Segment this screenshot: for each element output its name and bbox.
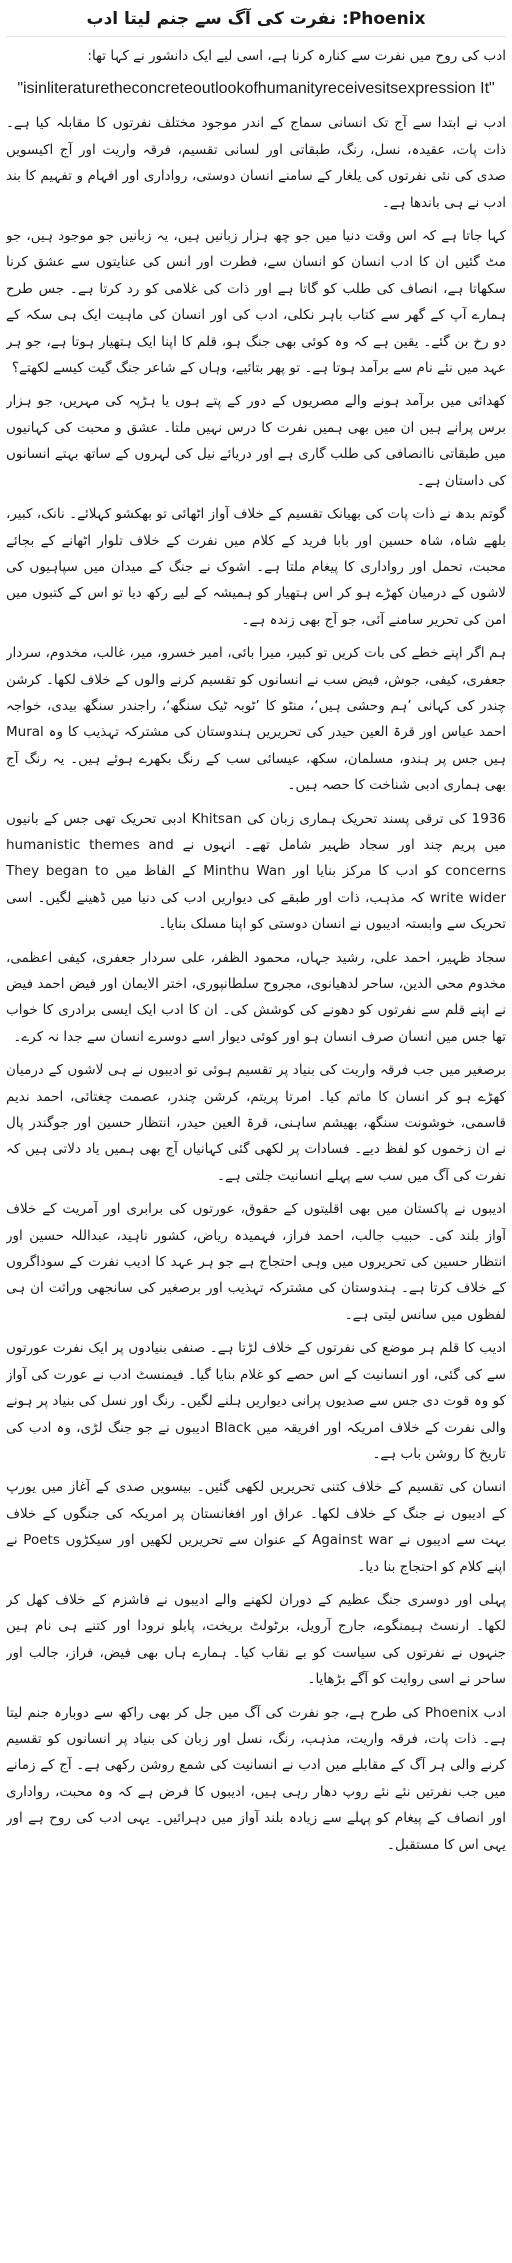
article-paragraph: کہا جاتا ہے کہ اس وقت دنیا میں جو چھ ہزار زبانیں ہیں، یہ زبانیں جو موجود ہیں، جو مٹ گئیں ان کا ادب انسان کو انسان سے، فطرت اور انس کی عنایتوں سے عشق کرنا سکھاتا ہے، انصاف کی طلب کو گاتا ہے اور ذات کی غلامی کو رد کرتا ہے۔ جس طرح ہمارے آپ کے گھر سے کتاب باہر نکلی، ادب کی اور انسان کی ماہیت ایک ہی سکہ کے دو رخ بن گئے۔ یقین ہے کہ وہ کوئی بھی جنگ ہو، قلم کا اپنا ایک ہتھیار ہوتا ہے، جو ہر عہد میں نئے نام سے برآمد ہوتا ہے۔ تو پھر بتائیے، وہاں کے شاعر جنگ گیت کیسے لکھتے؟ [6, 228, 506, 377]
article-paragraph: ادب Phoenix کی طرح ہے، جو نفرت کی آگ میں جل کر بھی راکھ سے دوبارہ جنم لیتا ہے۔ ذات پات، فرقہ واریت، مذہب، رنگ، نسل اور زبان کی بنیاد پر انسانوں کو تقسیم کرنے والی ہر آگ کے مقابلے میں ادب نے انسانیت کی شمع روشن رکھی ہے۔ آج کے زمانے میں جب نفرتیں نئے نئے روپ دھار رہی ہیں، ادیبوں کا فرض ہے کہ وہ محبت، رواداری اور انصاف کے پیغام کو پہلے سے زیادہ بلند آواز میں دہرائیں۔ یہی ادب کی روح ہے اور یہی اس کا مستقبل۔ [6, 1704, 506, 1853]
article-paragraph: سجاد ظہیر، احمد علی، رشید جہاں، محمود الظفر، علی سردار جعفری، کیفی اعظمی، مخدوم محی الدین، ساحر لدھیانوی، مجروح سلطانپوری، اختر الایمان اور فیض احمد فیض نے اپنے قلم سے نفرتوں کو دھونے کی کوشش کی۔ ان کا ادب ایک ایسی برادری کا خواب تھا جس میں انسان صرف انسان ہو اور کوئی دیوار اسے دوسرے انسان سے جدا نہ کرے۔ [6, 949, 506, 1045]
article-paragraph: ادیب کا قلم ہر موضع کی نفرتوں کے خلاف لڑتا ہے۔ صنفی بنیادوں پر ایک نفرت عورتوں سے کی گئی، اور انسانیت کے اس حصے کو غلام بنایا گیا۔ فیمنسٹ ادب نے عورت کی آواز کو وہ قوت دی جس سے صدیوں پرانی دیواریں ہلنے لگیں۔ رنگ اور نسل کی بنیاد پر ہونے والی نفرت کے خلاف امریکہ اور افریقہ میں Black ادیبوں نے جو جنگ لڑی، وہ ادب کی تاریخ کا روشن باب ہے۔ [6, 1340, 506, 1462]
article-paragraph: 1936 کی ترقی پسند تحریک ہماری زبان کی Khitsan ادبی تحریک تھی جس کے بانیوں میں پریم چند اور سجاد ظہیر شامل تھے۔ انہوں نے humanistic themes and concerns کو ادب کا مرکز بنایا اور Minthu Wan کے الفاظ میں They began to write wider کہ مذہب، ذات اور طبقے کی دیواریں ادب کی دنیا میں ڈھینے لگیں۔ اسی تحریک سے وابستہ ادیبوں نے انسان دوستی کو اپنا مسلک بنایا۔ [6, 810, 506, 933]
article-paragraph: ادب کی روح میں نفرت سے کنارہ کرنا ہے، اسی لیے ایک دانشور نے کہا تھا: [87, 48, 506, 64]
article-paragraph: کھدائی میں برآمد ہونے والے مصریوں کے دور کے پتے ہوں یا ہڑپہ کی مہریں، جو ہزار برس پرانے ہیں ان میں بھی ہمیں نفرت کا درس نہیں ملتا۔ عشق و محبت کی کہانیوں میں طبقاتی ناانصافی کی طلب گاری ہے اور دریائے نیل کی لہروں کے ساتھ بہتے انسانوں کی داستان ہے۔ [6, 393, 506, 489]
article [6, 6, 506, 2256]
article-paragraph: برصغیر میں جب فرقہ واریت کی بنیاد پر تقسیم ہوئی تو ادیبوں نے ہی لاشوں کے درمیان کھڑے ہو کر انسان کا ماتم کیا۔ امرتا پریتم، کرشن چندر، عصمت چغتائی، احمد ندیم قاسمی، خوشونت سنگھ، بھیشم ساہنی، قرۃ العین حیدر، انتظار حسین اور جوگندر پال نے ان زخموں کو لفظ دیے۔ فسادات پر لکھی گئی کہانیاں آج بھی ہمیں یاد دلاتی ہیں کہ نفرت کی آگ میں سب سے پہلے انسانیت جلتی ہے۔ [6, 1062, 506, 1184]
article-paragraph: ہم اگر اپنے خطے کی بات کریں تو کبیر، میرا بائی، امیر خسرو، میر، غالب، مخدوم، سردار جعفری، کیفی، جوش، فیض سب نے انسانوں کو تقسیم کرنے والوں کے خلاف لکھا۔ کرشن چندر کی کہانی ’ہم وحشی ہیں‘، منٹو کا ’ٹوبہ ٹیک سنگھ‘، راجندر سنگھ بیدی، خواجہ احمد عباس اور قرۃ العین حیدر کی تحریریں ہندوستان کی مشترکہ تہذیب کا وہ Mural ہیں جس پر ہندو، مسلمان، سکھ، عیسائی سب کے رنگ بکھرے ہوئے ہیں۔ یہ رنگ آج بھی ہماری ادبی شناخت کا حصہ ہیں۔ [6, 645, 506, 794]
article-paragraph: انسان کی تقسیم کے خلاف کتنی تحریریں لکھی گئیں۔ بیسویں صدی کے آغاز میں یورپ کے ادیبوں نے جنگ کے خلاف لکھا۔ عراق اور افغانستان پر امریکہ کی جنگوں کے خلاف بہت سے ادیبوں نے Against war کے عنوان سے تحریریں لکھیں اور سیکڑوں Poets نے اپنے کلام کو احتجاج بنا دیا۔ [6, 1479, 506, 1575]
article-paragraph: ادیبوں نے پاکستان میں بھی اقلیتوں کے حقوق، عورتوں کی برابری اور آمریت کے خلاف آواز بلند کی۔ حبیب جالب، احمد فراز، فہمیدہ ریاض، کشور ناہید، عبداللہ حسین اور انتظار حسین کی تحریروں میں وہی احتجاج ہے جو ہر عہد کا ادیب نفرت کے سوداگروں کے خلاف کرتا ہے۔ ہندوستان کی مشترکہ تہذیب اور برصغیر کی سانجھی وراثت ان ہی لفظوں میں سانس لیتی ہے۔ [6, 1201, 506, 1323]
article-paragraph: گوتم بدھ نے ذات پات کی بھیانک تقسیم کے خلاف آواز اٹھائی تو بھکشو کہلائے۔ نانک، کبیر، بلھے شاہ، شاہ حسین اور بابا فرید کے کلام میں نفرت کے خلاف تلوار اٹھانے کے بجائے محبت، تحمل اور رواداری کا پیغام ملتا ہے۔ اشوک نے جنگ کے میدان میں سپاہیوں کی لاشوں کے درمیان کھڑے ہو کر اس ہتھیار کو ہمیشہ کے لیے رکھ دیا تو اس کے کتبوں میں امن کی تحریر سامنے آئی، جو آج بھی زندہ ہے۔ [6, 506, 506, 628]
article-paragraph: پہلی اور دوسری جنگ عظیم کے دوران لکھنے والے ادیبوں نے فاشزم کے خلاف کھل کر لکھا۔ ارنسٹ ہیمنگوے، جارج آرویل، برٹولٹ بریخت، پابلو نرودا اور کتنے ہی نام ہیں جنہوں نے نفرتوں کی سیاست کو بے نقاب کیا۔ ہمارے ہاں بھی فیض، فراز، جالب اور ساحر نے اسی روایت کو آگے بڑھایا۔ [6, 1591, 506, 1688]
english-quote: "isinliteraturetheconcreteoutlookofhumanityreceivesitsexpression It" [17, 80, 495, 98]
article-paragraph: ادب نے ابتدا سے آج تک انسانی سماج کے اندر موجود مختلف نفرتوں کا مقابلہ کیا ہے۔ ذات پات، عقیدہ، نسل، رنگ، طبقاتی اور لسانی تقسیم، فرقہ واریت اور آج اکیسویں صدی کی نئی نفرتوں کی یلغار کے سامنے انسان دوستی، رواداری اور افہام و تفہیم کا بند ادب نے ہی باندھا ہے۔ [6, 115, 506, 211]
article-headline: Phoenix: نفرت کی آگ سے جنم لیتا ادب [6, 6, 506, 37]
